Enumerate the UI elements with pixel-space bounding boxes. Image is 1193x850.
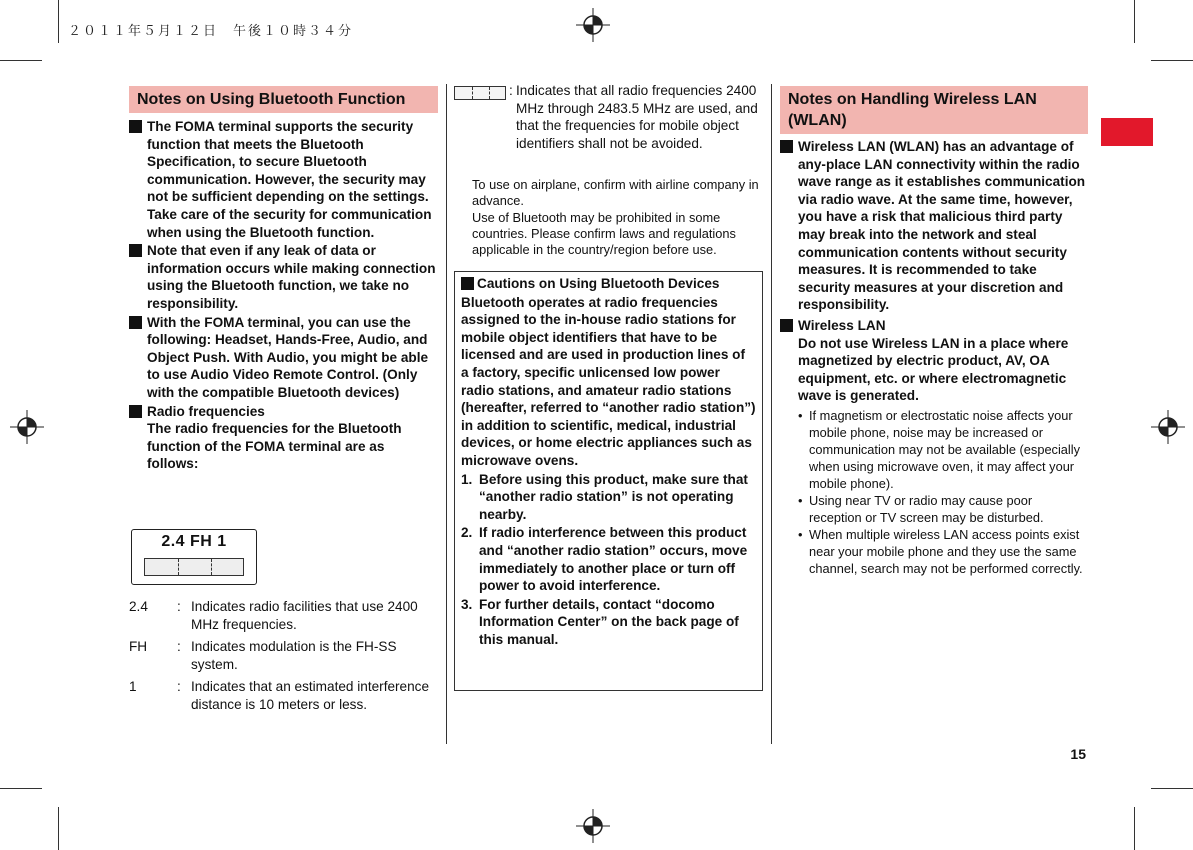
usage-notes: To use on airplane, confirm with airline company in advance. Use of Bluetooth may be prohibited in some countries. Please confirm laws and regulations applicable in the country/region before use. — [472, 177, 759, 258]
cautions-box — [454, 271, 763, 691]
left-column — [129, 86, 438, 473]
list-item: The FOMA terminal supports the security function that meets the Bluetooth Specification, to secure Bluetooth communication. However, the security may not be sufficient depending on the settings. Take care of the security for communication when using the Bluetooth function. — [129, 118, 438, 241]
square-bullet-icon — [129, 244, 142, 257]
list-item: Wireless LAN (WLAN) has an advantage of any-place LAN connectivity within the radio wave range as it establishes communication via radio wave. At the same time, however, you have a risk that malicious third party may break into the network and steal communication contents without security measures. It is recommended to take security measures at your discretion and responsibility. — [780, 138, 1088, 314]
frequency-label-box — [131, 529, 257, 585]
band-bar-icon — [454, 86, 506, 100]
definition-row: 1 : Indicates that an estimated interference distance is 10 meters or less. — [129, 679, 430, 712]
square-bullet-icon — [461, 277, 474, 290]
page-number: 15 — [1070, 746, 1086, 762]
bullet-item: • Using near TV or radio may cause poor reception or TV screen may be disturbed. — [798, 492, 1044, 525]
registration-mark-icon — [10, 410, 44, 444]
column-divider — [771, 84, 772, 744]
square-bullet-icon — [780, 319, 793, 332]
cautions-intro: Bluetooth operates at radio frequencies assigned to the in-house radio stations for mobile object identifiers that have to be licensed and are used in production lines of a factory, specific unlicensed low power radio stations, and amateur radio stations (hereafter, referred to “another radio station”) in addition to scientific, medical, industrial devices, or home electric appliances such as microwave ovens. — [461, 294, 756, 468]
section-heading: Notes on Handling Wireless LAN (WLAN) — [780, 86, 1088, 134]
crop-mark — [58, 0, 59, 43]
list-item: Note that even if any leak of data or information occurs while making connection using the Bluetooth function, we take no responsibility. — [129, 242, 438, 312]
square-bullet-icon — [129, 405, 142, 418]
section-heading: Notes on Using Bluetooth Function — [129, 86, 438, 113]
definition-list — [129, 598, 438, 719]
right-column — [780, 86, 1088, 577]
square-bullet-icon — [129, 316, 142, 329]
caution-item: 2. If radio interference between this product and “another radio station” occurs, move immediately to another place or turn off power to avoid interference. — [461, 525, 748, 594]
definition-row: 2.4 : Indicates radio facilities that use 2400 MHz frequencies. — [129, 599, 418, 632]
crop-mark — [1134, 807, 1135, 850]
caution-item: 1. Before using this product, make sure that “another radio station” is not operating nearby. — [461, 471, 748, 522]
registration-mark-icon — [576, 809, 610, 843]
crop-mark — [0, 788, 42, 789]
chapter-tab — [1101, 118, 1153, 146]
caution-item: 3. For further details, contact “docomo Information Center” on the back page of this manual. — [461, 596, 739, 647]
column-divider — [446, 84, 447, 744]
registration-mark-icon — [1151, 410, 1185, 444]
square-bullet-icon — [129, 120, 142, 133]
bullet-item: • If magnetism or electrostatic noise affects your mobile phone, noise may be increased or communication may not be available (especially when using microwave oven, it may affect your mobile phone). — [798, 407, 1081, 491]
crop-mark — [1151, 60, 1193, 61]
crop-mark — [0, 60, 42, 61]
crop-mark — [1151, 788, 1193, 789]
crop-mark — [1134, 0, 1135, 43]
bullet-list — [780, 407, 1088, 577]
print-timestamp: ２０１１年５月１２日 午後１０時３４分 — [68, 24, 354, 39]
list-item: With the FOMA terminal, you can use the following: Headset, Hands-Free, Audio, and Object Push. With Audio, you might be able to use Audio Video Remote Control. (Only with the compatible Bluetooth devices) — [129, 314, 438, 402]
frequency-label-text: 2.4 FH 1 — [161, 533, 227, 550]
square-bullet-icon — [780, 140, 793, 153]
crop-mark — [58, 807, 59, 850]
cautions-title: Cautions on Using Bluetooth Devices — [461, 275, 756, 293]
list-item: Wireless LAN Do not use Wireless LAN in a place where magnetized by electric product, AV, OA equipment, etc. or where electromagnetic wave is generated. — [780, 317, 1088, 405]
band-description: Indicates that all radio frequencies 2400 MHz through 2483.5 MHz are used, and that the frequencies for mobile object identifiers shall not be avoided. — [516, 83, 758, 151]
definition-row: FH : Indicates modulation is the FH-SS system. — [129, 639, 397, 672]
bullet-item: • When multiple wireless LAN access points exist near your mobile phone and they use the same channel, search may not be performed correctly. — [798, 526, 1083, 576]
band-bar — [144, 558, 244, 576]
registration-mark-icon — [576, 8, 610, 42]
list-item: Radio frequencies The radio frequencies for the Bluetooth function of the FOMA terminal are as follows: — [129, 403, 438, 473]
